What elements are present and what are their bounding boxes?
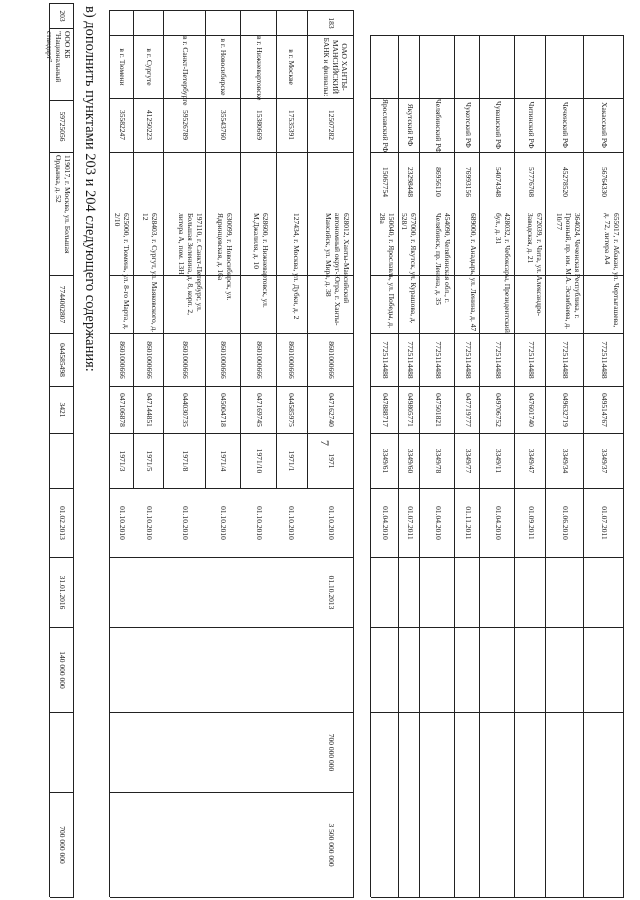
grid-line	[398, 35, 399, 897]
branch-bik: 045004718	[219, 393, 228, 427]
grid-line	[133, 10, 134, 488]
branch-inn: 8601000666	[255, 341, 264, 379]
branch-name: в г. Санкт-Петербурге	[181, 36, 190, 106]
branch-code: 57776708	[527, 167, 536, 197]
branch-bik: 047719777	[464, 393, 473, 427]
branch-code: 86956110	[434, 167, 443, 197]
limit-amount: 700 000 000	[327, 733, 336, 772]
grid-line	[479, 35, 480, 897]
bank-inn: 7744002807	[58, 285, 67, 324]
grid-line	[371, 712, 624, 713]
bank-bik: 044585498	[58, 343, 67, 377]
bank-address: 119017, г. Москва, ул. Большая Ордынка, д. 52	[54, 155, 72, 254]
branch-code: 15067754	[381, 167, 390, 197]
branch-address: 454090, Челябинская обл., г. Челябинск, пр. Ленина, д. 35	[434, 213, 452, 306]
branch-bik: 044030735	[181, 393, 190, 427]
grid-line	[454, 35, 455, 897]
branch-reg-number: 3349/47	[527, 448, 536, 474]
bank-date: 01.02.2013	[58, 506, 67, 540]
amendment-caption: в) дополнить пунктами 203 и 204 следующего содержания:	[82, 6, 98, 372]
branch-bik: 047601740	[527, 393, 536, 427]
grid-line	[50, 28, 74, 29]
branch-date: 01.10.2010	[219, 506, 228, 540]
branch-date: 01.04.2010	[434, 506, 443, 540]
grid-line	[73, 3, 74, 897]
branch-reg-number: 1971/4	[219, 450, 228, 472]
branch-date: 01.07.2011	[600, 506, 609, 540]
bank-date: 01.10.2010	[327, 506, 336, 540]
page-number: 7	[318, 440, 332, 446]
branch-address: 428032, г. Чебоксары, Президентский бул., д. 31	[494, 213, 512, 333]
grid-line	[623, 35, 624, 275]
total-limit-amount: 700 000 000	[58, 826, 67, 864]
branch-inn: 8601000666	[145, 341, 154, 379]
branch-reg-number: 3349/61	[381, 448, 390, 474]
branch-reg-number: 1971/5	[145, 450, 154, 472]
grid-line	[110, 10, 354, 11]
branch-inn: 8601000666	[118, 341, 127, 379]
branch-bik: 047169745	[255, 393, 264, 427]
grid-line	[583, 35, 584, 897]
branch-address: 364024, Чеченская Республика, г. Грозный, пр. им. М.А. Эсамбаева, д. 10/77	[555, 213, 582, 330]
branch-name: в г. Нижневартовске	[255, 36, 264, 101]
bank-address: 628012, Ханты-Мансийский автономный округ-Югра, г. Ханты-Мансийск, ул. Мира, д. 38	[324, 213, 351, 326]
branch-reg-number: 3349/11	[494, 448, 503, 474]
grid-line	[623, 275, 624, 897]
grid-line	[110, 712, 354, 713]
branch-name: Челябинский РФ	[434, 99, 443, 154]
branch-date: 01.10.2010	[287, 506, 296, 540]
grid-line	[545, 35, 546, 897]
row-number: 203	[58, 10, 67, 22]
branch-date: 01.06.2010	[561, 506, 570, 540]
branch-name: в г. Тюмени	[118, 48, 127, 86]
branch-date: 01.10.2010	[118, 506, 127, 540]
branch-address: 628600, г. Нижневартовск, ул. М.Джалиля, д. 10	[252, 213, 270, 308]
branch-code: 59526789	[181, 110, 190, 140]
branch-inn: 7725114488	[464, 341, 473, 379]
row-number: 183	[327, 17, 336, 29]
bank-bik: 047162740	[327, 393, 336, 427]
grid-line	[276, 10, 277, 488]
branch-bik: 047501821	[434, 393, 443, 427]
bank-code: 12507282	[327, 110, 336, 140]
grid-line	[109, 10, 110, 897]
grid-line	[50, 712, 74, 713]
branch-date: 01.04.2010	[494, 506, 503, 540]
branch-date: 01.10.2010	[145, 506, 154, 540]
bank-code: 59725056	[58, 111, 67, 142]
grid-line	[110, 152, 354, 153]
agreement-end-date: 31.01.2016	[58, 575, 67, 610]
grid-line	[371, 35, 624, 36]
branch-address: 628403, г. Сургут, ул. Маяковского, д. 12	[141, 213, 159, 333]
branch-bik: 049706752	[494, 393, 503, 427]
branch-inn: 7725114488	[434, 341, 443, 379]
branch-address: 672039, г. Чита, ул. Александро-Заводская, д. 21	[526, 213, 544, 317]
branch-inn: 7725114488	[381, 341, 390, 379]
grid-line	[110, 792, 354, 793]
branch-name: Хакасский РФ	[600, 102, 609, 148]
branch-code: 56764330	[600, 167, 609, 197]
bank-inn: 8601000666	[327, 341, 336, 379]
branch-reg-number: 1971/3	[118, 450, 127, 472]
branch-date: 01.04.2010	[381, 506, 390, 540]
branch-code: 54074348	[494, 167, 503, 197]
branch-reg-number: 3349/34	[561, 448, 570, 474]
branch-reg-number: 1971/10	[255, 448, 264, 474]
branch-address: 630099, г. Новосибирск, ул. Ядринцевская, д. 16а	[216, 213, 234, 301]
grid-line	[371, 897, 624, 898]
grid-line	[110, 627, 354, 628]
branch-bik: 047888717	[381, 393, 390, 427]
bank-reg-number: 1971	[327, 453, 336, 469]
limit-amount: 140 000 000	[58, 651, 67, 689]
branch-address: 197110, г. Санкт-Петербург, ул. Большая Зеленина, д. 8, корп. 2, литера А, пом. 13Н	[177, 213, 204, 316]
branch-bik: 049632719	[561, 393, 570, 427]
branch-inn: 7725114488	[527, 341, 536, 379]
branch-inn: 8601000666	[181, 341, 190, 379]
grid-line	[50, 152, 74, 153]
grid-line	[371, 627, 624, 628]
branch-address: 625000, г. Тюмень, ул. 8-го Марта, д. 2/10	[113, 213, 131, 330]
branch-reg-number: 1971/1	[287, 450, 296, 472]
branch-name: Якутский РФ	[406, 103, 415, 147]
branch-date: 01.10.2010	[181, 506, 190, 540]
branch-date: 01.07.2011	[406, 506, 415, 540]
branch-bik: 049805771	[406, 393, 415, 427]
branch-reg-number: 1971/8	[181, 450, 190, 472]
agreement-end-date: 01.10.2013	[327, 575, 336, 610]
branch-code: 41250223	[145, 110, 154, 140]
branch-address: 150040, г. Ярославль, ул. Победы, д. 28а	[378, 213, 396, 328]
grid-line	[514, 35, 515, 897]
branch-code: 76993156	[464, 167, 473, 197]
grid-line	[205, 10, 206, 488]
branch-reg-number: 3349/60	[406, 448, 415, 474]
branch-name: Чукотский РФ	[464, 102, 473, 148]
branch-address: 127434, г. Москва, ул. Дубки, д. 2	[292, 213, 301, 320]
grid-line	[371, 557, 624, 558]
branch-reg-number: 3349/78	[434, 448, 443, 474]
branch-date: 01.10.2010	[255, 506, 264, 540]
branch-inn: 7725114488	[561, 341, 570, 379]
bank-name: ООО КБ "Национальный стандарт"	[45, 31, 72, 83]
grid-line	[240, 10, 241, 488]
branch-inn: 7725114488	[406, 341, 415, 379]
branch-date: 01.09.2011	[527, 506, 536, 540]
bank-name: ОАО ХАНТЫ-МАНСИЙСКИЙ БАНК и филиалы:	[322, 37, 349, 97]
branch-bik: 044585975	[287, 393, 296, 427]
grid-line	[50, 433, 74, 434]
grid-line	[110, 897, 354, 898]
grid-line	[307, 10, 308, 488]
grid-line	[49, 3, 50, 897]
branch-code: 45278520	[561, 167, 570, 197]
branch-bik: 047106878	[118, 393, 127, 427]
branch-code: 35582247	[118, 110, 127, 140]
branch-inn: 8601000666	[287, 341, 296, 379]
bank-reg-number: 3421	[58, 402, 67, 418]
branch-reg-number: 3349/77	[464, 448, 473, 474]
branch-inn: 7725114488	[494, 341, 503, 379]
branch-name: Чувашский РФ	[494, 100, 503, 149]
branch-date: 01.11.2011	[464, 506, 473, 540]
branch-address: 677000, г. Якутск, ул. Курашова, д. 528/1	[400, 213, 418, 324]
grid-line	[110, 557, 354, 558]
grid-line	[50, 897, 74, 898]
grid-line	[419, 35, 420, 897]
branch-inn: 7725114488	[600, 341, 609, 379]
branch-name: Читинский РФ	[527, 101, 536, 149]
branch-address: 655017, г. Абакан, ул. Чертыгашева, д. 72, литера А4	[603, 213, 621, 328]
branch-bik: 047144851	[145, 393, 154, 427]
grid-line	[163, 10, 164, 488]
branch-reg-number: 3349/37	[600, 448, 609, 474]
branch-code: 17535391	[287, 110, 296, 140]
grid-line	[353, 10, 354, 897]
branch-name: в г. Москве	[287, 49, 296, 85]
branch-code: 35543760	[219, 110, 228, 140]
branch-name: Ярославский РФ	[381, 99, 390, 153]
branch-name: в г. Новосибирске	[219, 38, 228, 96]
total-limit-amount: 3 500 000 000	[327, 823, 336, 867]
branch-inn: 8601000666	[219, 341, 228, 379]
branch-name: Чеченский РФ	[561, 102, 570, 148]
branch-address: 689000, г. Анадырь, ул. Ленина, д. 47	[469, 213, 478, 332]
branch-code: 23298448	[406, 167, 415, 197]
branch-bik: 049514767	[600, 393, 609, 427]
branch-name: в г. Сургуте	[145, 48, 154, 86]
grid-line	[370, 35, 371, 897]
branch-code: 15380669	[255, 110, 264, 140]
